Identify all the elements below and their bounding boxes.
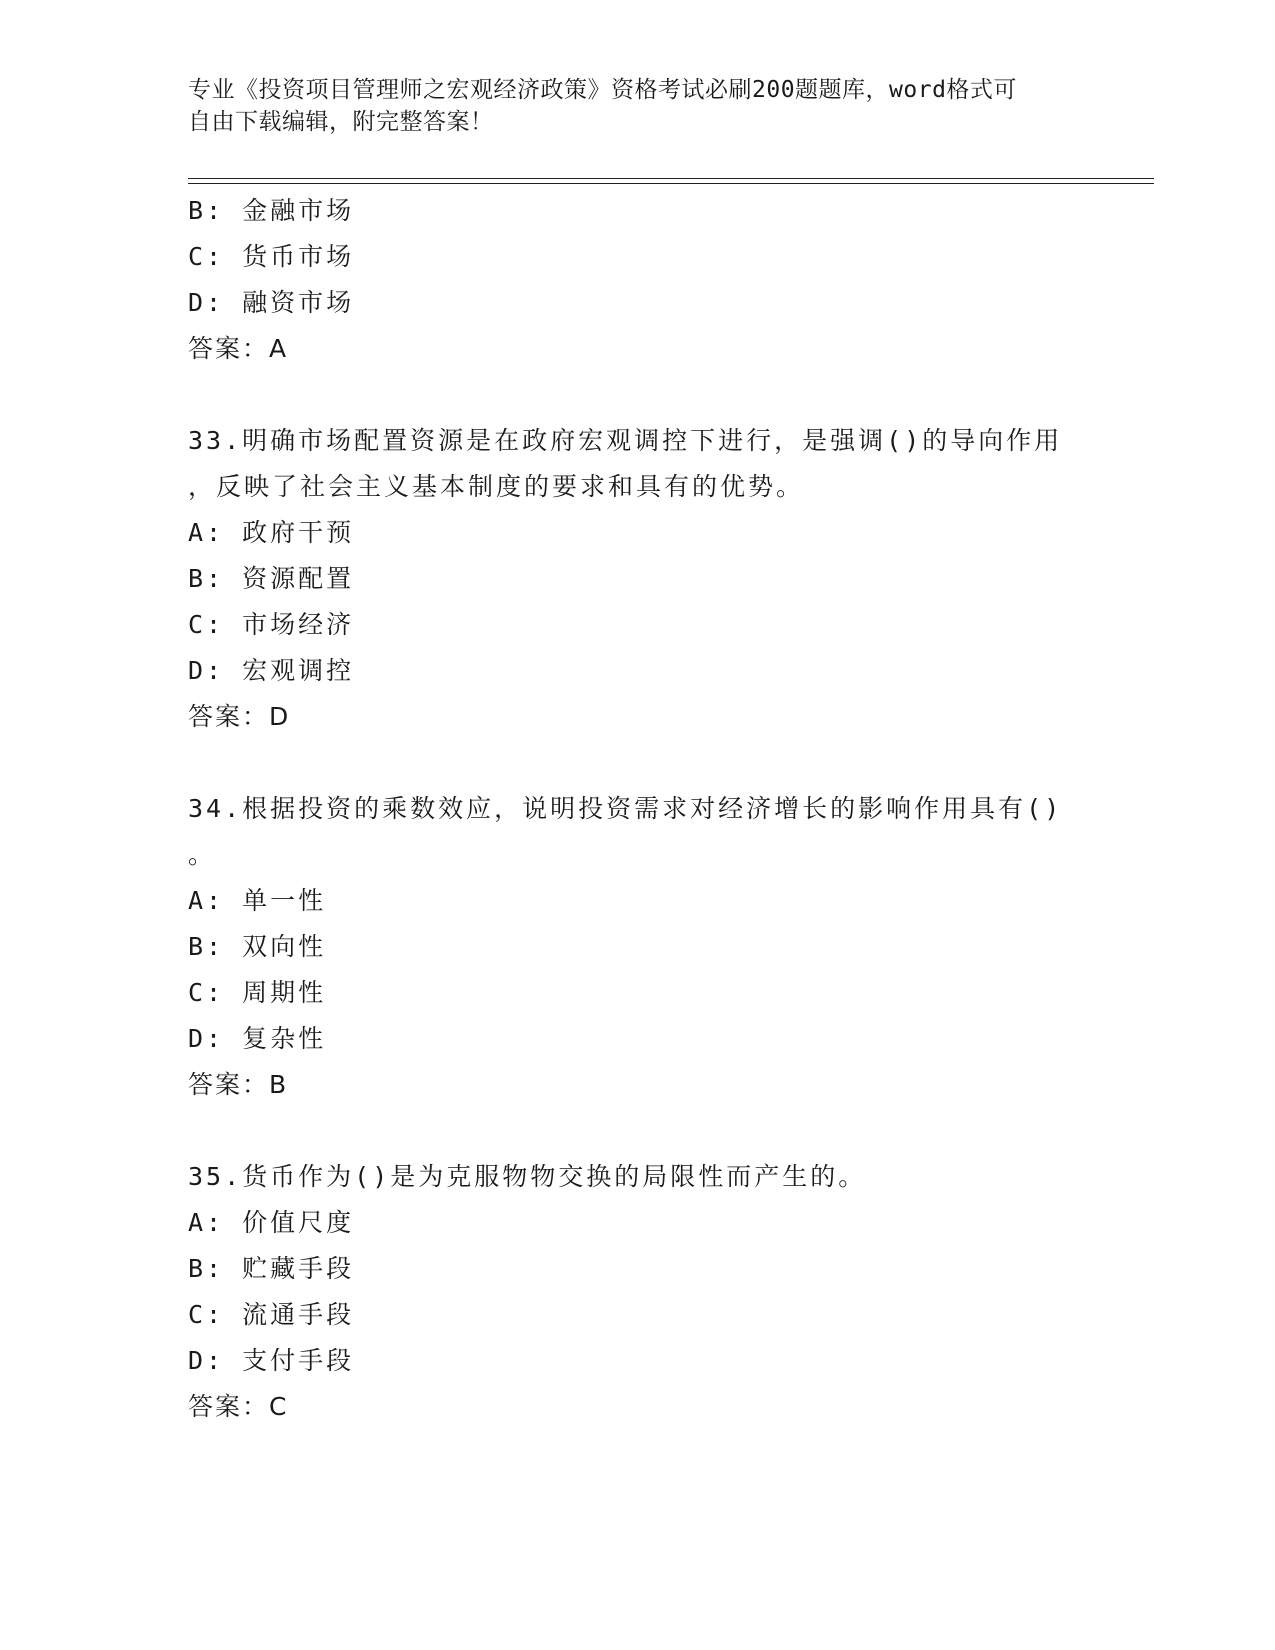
answer: 答案：B xyxy=(188,1070,289,1099)
answer: 答案：A xyxy=(188,334,289,363)
question-stem-line-1: 34.根据投资的乘数效应，说明投资需求对经济增长的影响作用具有() xyxy=(188,794,1063,823)
header-divider-top xyxy=(188,178,1154,179)
option-b: B: 贮藏手段 xyxy=(188,1254,355,1283)
header-line-2: 自由下载编辑，附完整答案！ xyxy=(188,109,494,135)
option-d: D: 宏观调控 xyxy=(188,656,355,685)
spacer xyxy=(188,740,1088,786)
question-list xyxy=(188,188,1088,1430)
document-header xyxy=(188,74,1088,138)
option-c: C: 周期性 xyxy=(188,978,327,1007)
option-d: D: 复杂性 xyxy=(188,1024,327,1053)
question-35 xyxy=(188,1154,1088,1430)
answer: 答案：D xyxy=(188,702,291,731)
option-c: C: 货币市场 xyxy=(188,242,355,271)
option-b: B: 双向性 xyxy=(188,932,327,961)
question-32 xyxy=(188,188,1088,372)
option-a: A: 政府干预 xyxy=(188,518,355,547)
option-b: B: 金融市场 xyxy=(188,196,355,225)
option-d: D: 融资市场 xyxy=(188,288,355,317)
spacer xyxy=(188,372,1088,418)
question-stem-line-1: 33.明确市场配置资源是在政府宏观调控下进行，是强调()的导向作用 xyxy=(188,426,1063,455)
question-34 xyxy=(188,786,1088,1108)
option-a: A: 单一性 xyxy=(188,886,327,915)
option-c: C: 市场经济 xyxy=(188,610,355,639)
question-33 xyxy=(188,418,1088,740)
option-b: B: 资源配置 xyxy=(188,564,355,593)
option-d: D: 支付手段 xyxy=(188,1346,355,1375)
question-stem-line-1: 35.货币作为()是为克服物物交换的局限性而产生的。 xyxy=(188,1162,867,1191)
option-c: C: 流通手段 xyxy=(188,1300,355,1329)
header-divider-bottom xyxy=(188,183,1154,184)
spacer xyxy=(188,1108,1088,1154)
header-line-1: 专业《投资项目管理师之宏观经济政策》资格考试必刷200题题库，word格式可 xyxy=(188,77,1017,103)
option-a: A: 价值尺度 xyxy=(188,1208,355,1237)
question-stem-line-2: 。 xyxy=(188,840,217,869)
answer: 答案：C xyxy=(188,1392,289,1421)
question-stem-line-2: ，反映了社会主义基本制度的要求和具有的优势。 xyxy=(188,472,805,501)
